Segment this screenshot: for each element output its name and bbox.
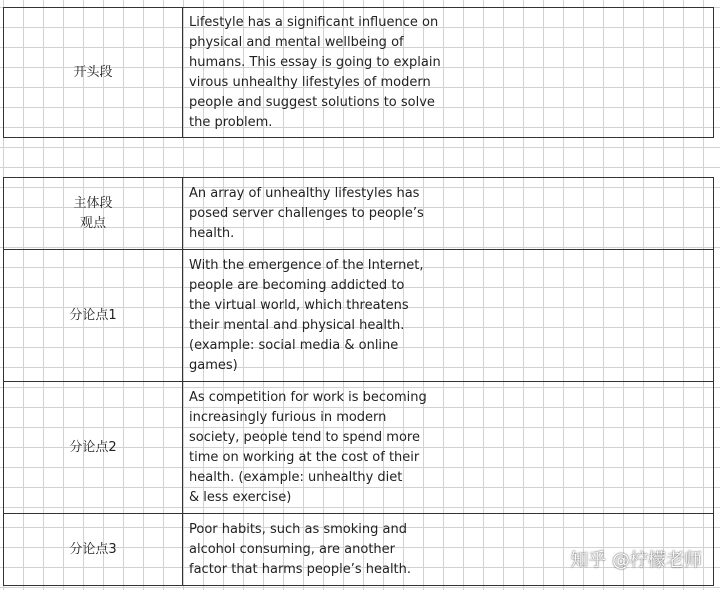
table-row [4,250,714,382]
row-content-cell [183,382,714,514]
row-label-line: 分论点3 [69,541,117,557]
intro-text: Lifestyle has a significant influence on physical and mental wellbeing of humans. This essay is going to explain virous unhealthy lifestyles of modern people and suggest solutions to solve the problem. [189,14,441,130]
intro-label-cell [4,8,183,138]
table-row [4,178,714,250]
row-text: As competition for work is becoming increasingly furious in modern society, people tend to spend more time on working at the cost of their health. (example: unhealthy diet & less exercise) [189,389,427,505]
intro-table [3,7,714,138]
row-label-line: 分论点1 [69,307,117,323]
row-label-line: 主体段 [73,195,113,211]
row-content-cell [183,250,714,382]
row-label-cell [4,178,183,250]
row-text: An array of unhealthy lifestyles has posed server challenges to people’s health. [189,185,424,241]
body-table [3,177,714,586]
row-content-cell [183,178,714,250]
row-label-cell [4,382,183,514]
intro-row [4,8,714,138]
intro-content-cell [183,8,714,138]
row-label-cell [4,250,183,382]
intro-label: 开头段 [73,64,113,80]
row-text: Poor habits, such as smoking and alcohol consuming, are another factor that harms people’s health. [189,521,412,577]
table-row [4,382,714,514]
row-label-cell [4,514,183,586]
watermark: 知乎 @柠檬老师 [570,550,702,571]
row-label-line: 观点 [79,215,106,231]
row-text: With the emergence of the Internet, people are becoming addicted to the virtual world, which threatens their mental and physical health. (example: social media & online games) [189,257,424,373]
row-label-line: 分论点2 [69,439,117,455]
